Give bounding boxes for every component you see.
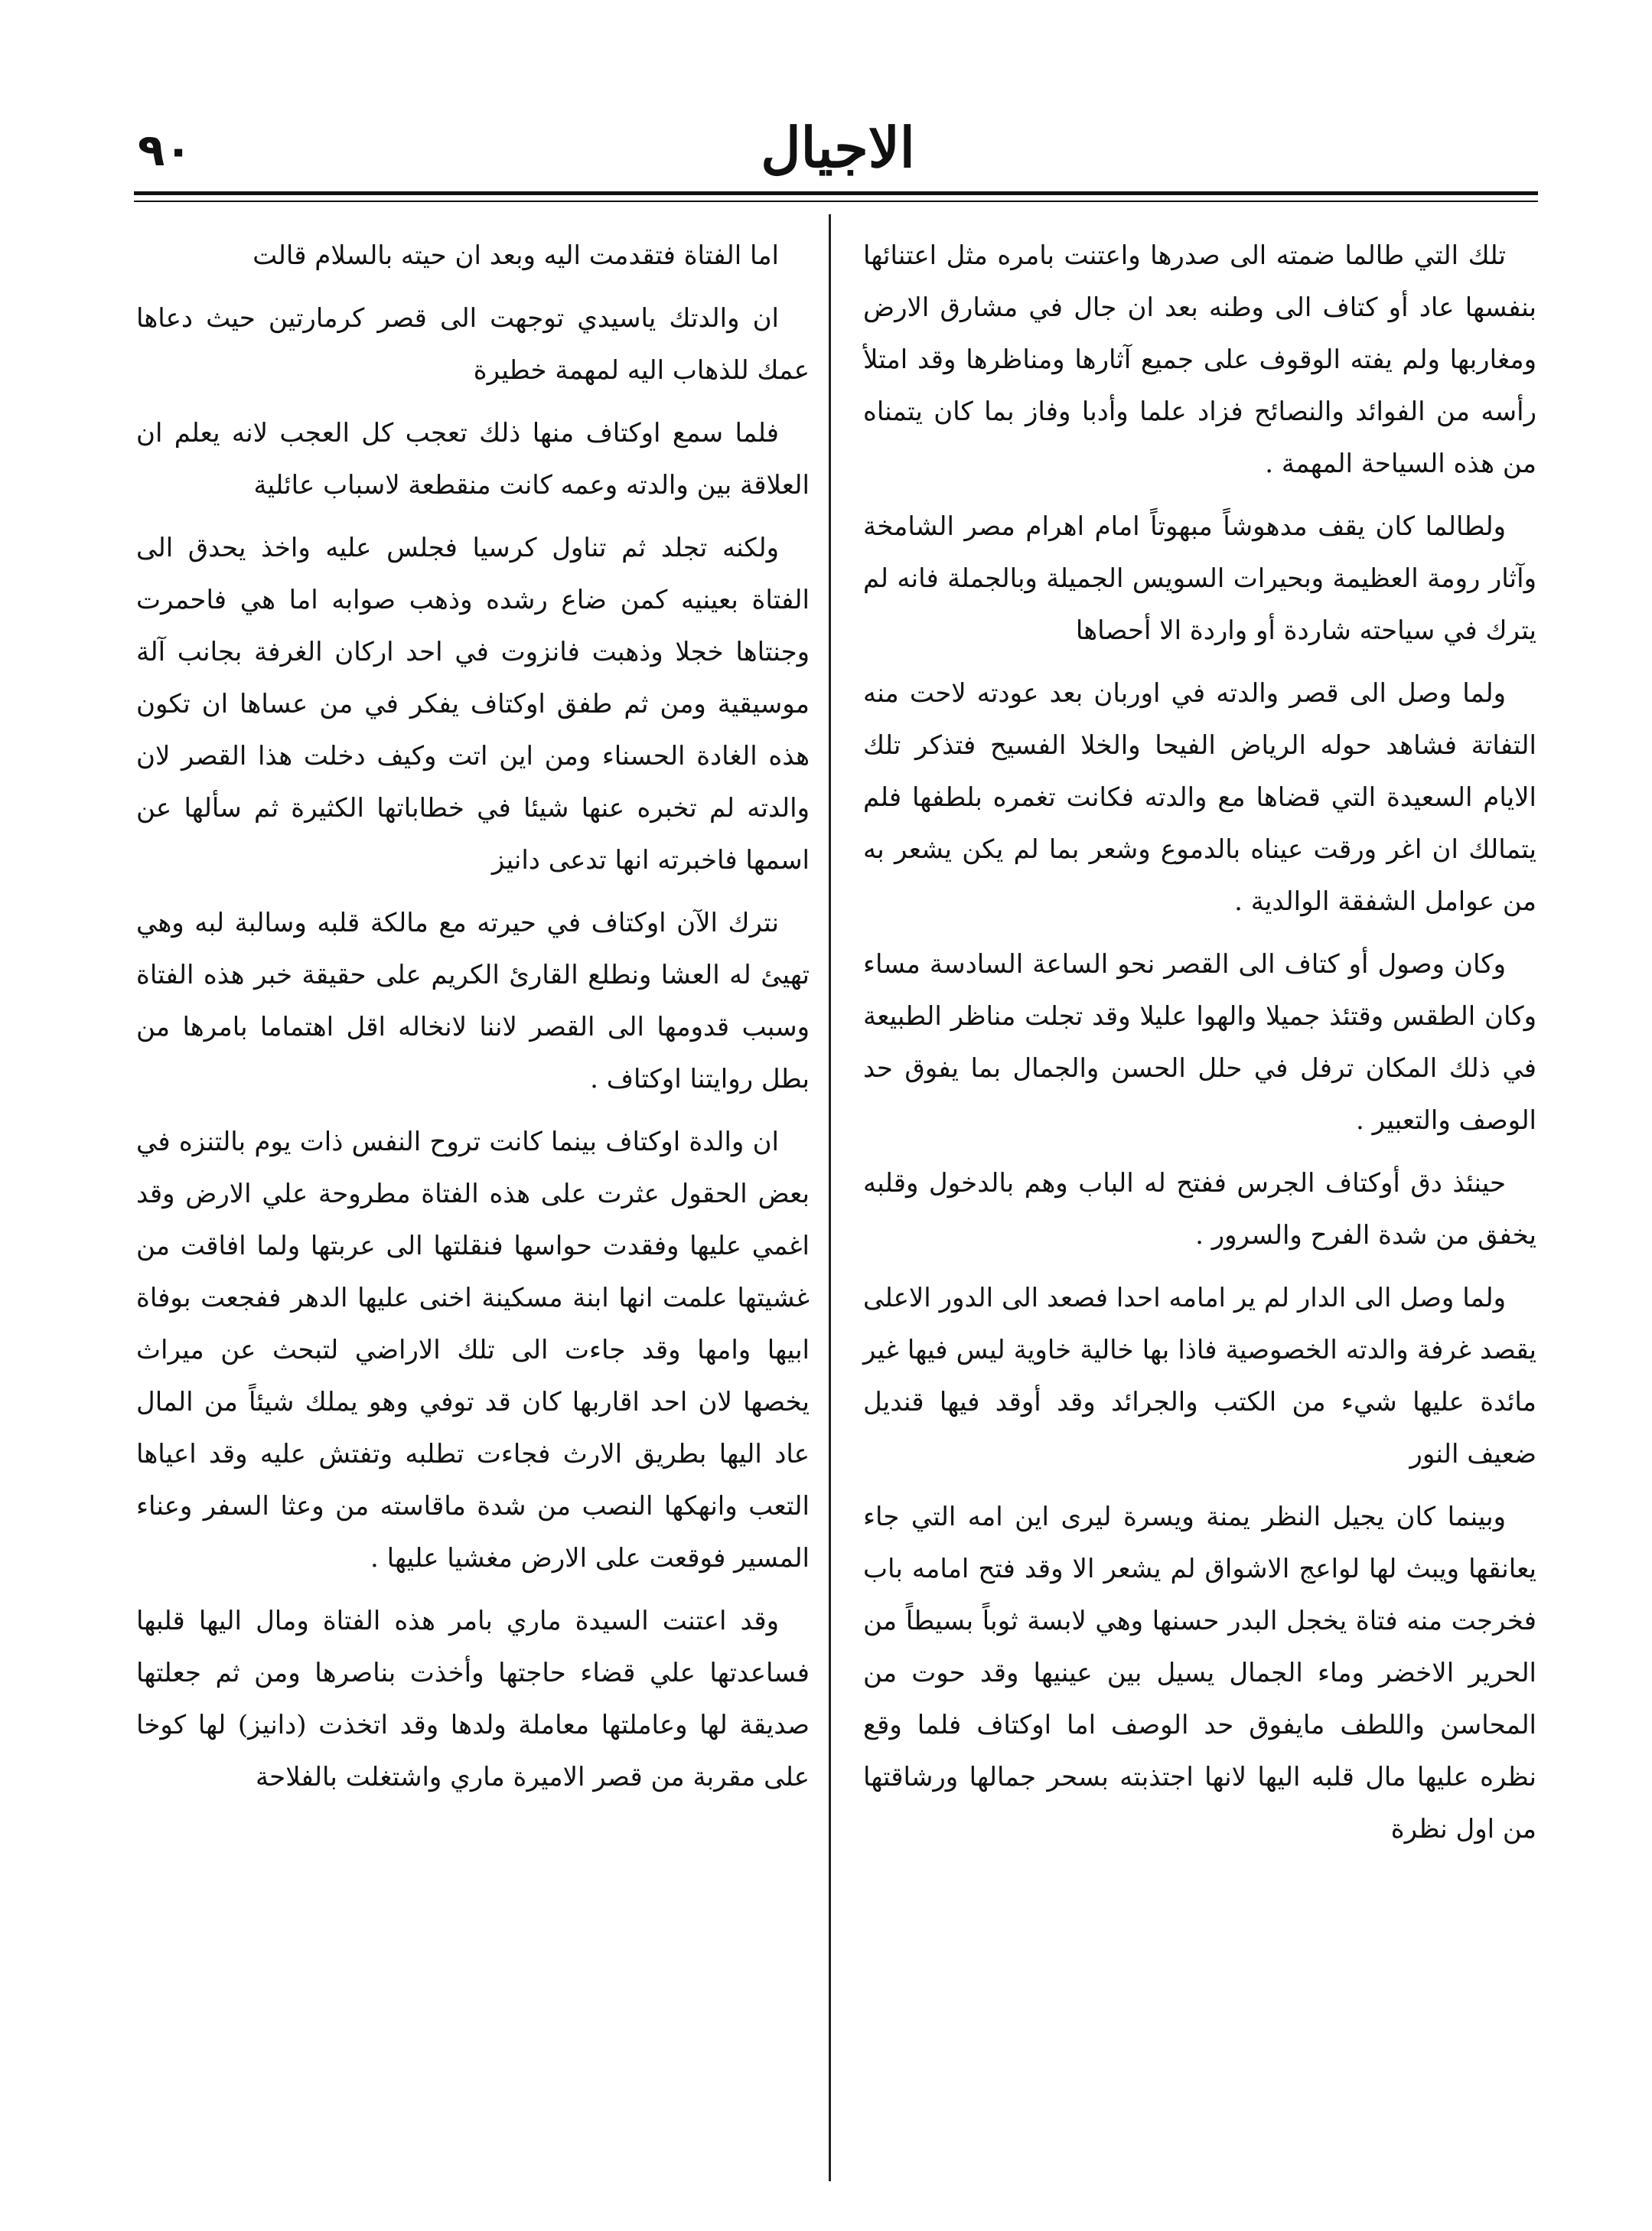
header-rule: [134, 191, 1538, 195]
left-column: [136, 230, 810, 1814]
column-divider: [829, 214, 831, 2181]
paragraph: ولما وصل الى الدار لم ير امامه احدا فصعد الى الدور الاعلى يقصد غرفة والدته الخصوصية فاذا بها خالية خاوية ليس فيها غير مائدة عليها شيء من الكتب والجرائد وقد أوقد فيها قنديل ضعيف النور: [863, 1283, 1536, 1469]
paragraph: ان والدة اوكتاف بينما كانت تروح النفس ذات يوم بالتنزه في بعض الحقول عثرت على هذه الفتاة مطروحة علي الارض وقد اغمي عليها وفقدت حواسها فنقلتها الى عربتها ولما افاقت من غشيتها علمت انها ابنة مسكينة اخنى عليها الدهر ففجعت بوفاة ابيها وامها وقد جاءت الى تلك الاراضي لتبحث عن ميراث يخصها لان احد اقاربها كان قد توفي وهو يملك شيئاً من المال عاد اليها بطريق الارث فجاءت تطلبه وتفتش عليه وقد اعياها التعب وانهكها النصب من شدة ماقاسته من وعثا السفر وعناء المسير فوقعت على الارض مغشيا عليها .: [136, 1127, 810, 1574]
header-rule-thin: [134, 201, 1538, 202]
page-header: [138, 115, 1538, 199]
paragraph: وكان وصول أو كتاف الى القصر نحو الساعة السادسة مساء وكان الطقس وقتئذ جميلا والهوا عليلا وقد تجلت مناظر الطبيعة في ذلك المكان ترفل في حلل الحسن والجمال بما يفوق حد الوصف والتعبير .: [863, 949, 1536, 1136]
right-column: [863, 230, 1536, 1866]
paragraph: ولكنه تجلد ثم تناول كرسيا فجلس عليه واخذ يحدق الى الفتاة بعينيه كمن ضاع رشده وذهب صوابه اما هي فاحمرت وجنتاها خجلا وذهبت فانزوت في احد اركان الغرفة بجانب آلة موسيقية ومن ثم طفق اوكتاف يفكر في من عساها ان تكون هذه الغادة الحسناء ومن اين اتت وكيف دخلت هذا القصر لان والدته لم تخبره عنها شيئا في خطاباتها الكثيرة ثم سألها عن اسمها فاخبرته انها تدعى دانيز: [136, 533, 810, 876]
paragraph: تلك التي طالما ضمته الى صدرها واعتنت بامره مثل اعتنائها بنفسها عاد أو كتاف الى وطنه بعد ان جال في مشارق الارض ومغاربها ولم يفته الوقوف على جميع آثارها ومناظرها وقد امتلأ رأسه من الفوائد والنصائح فزاد علما وأدبا وفاز بما كان يتمناه من هذه السياحة المهمة .: [863, 240, 1536, 479]
paragraph: فلما سمع اوكتاف منها ذلك تعجب كل العجب لانه يعلم ان العلاقة بين والدته وعمه كانت منقطعة لاسباب عائلية: [136, 418, 810, 501]
paragraph: ولما وصل الى قصر والدته في اوربان بعد عودته لاحت منه التفاتة فشاهد حوله الرياض الفيحا والخلا الفسيح فتذكر تلك الايام السعيدة التي قضاها مع والدته فكانت تغمره بلطفها فلم يتمالك ان اغر ورقت عيناه بالدموع وشعر بما لم يكن يشعر به من عوامل الشفقة الوالدية .: [863, 678, 1536, 917]
journal-title: الاجيال: [761, 115, 915, 180]
page-number: ٩٠: [138, 124, 192, 176]
paragraph: وقد اعتنت السيدة ماري بامر هذه الفتاة ومال اليها قلبها فساعدتها علي قضاء حاجتها وأخذت بناصرها ومن ثم جعلتها صديقة لها وعاملتها معاملة ولدها وقد اتخذت (دانيز) لها كوخا على مقربة من قصر الاميرة ماري واشتغلت بالفلاحة: [136, 1606, 810, 1792]
paragraph: نترك الآن اوكتاف في حيرته مع مالكة قلبه وسالبة لبه وهي تهيئ له العشا ونطلع القارئ الكريم على حقيقة خبر هذه الفتاة وسبب قدومها الى القصر لاننا لانخاله اقل اهتماما بامرها من بطل روايتنا اوكتاف .: [136, 908, 810, 1094]
paragraph: ولطالما كان يقف مدهوشاً مبهوتاً امام اهرام مصر الشامخة وآثار رومة العظيمة وبحيرات السويس الجميلة وبالجملة فانه لم يترك في سياحته شاردة أو واردة الا أحصاها: [863, 511, 1536, 646]
paragraph: حينئذ دق أوكتاف الجرس ففتح له الباب وهم بالدخول وقلبه يخفق من شدة الفرح والسرور .: [863, 1168, 1536, 1251]
paragraph: اما الفتاة فتقدمت اليه وبعد ان حيته بالسلام قالت: [253, 240, 779, 271]
paragraph: ان والدتك ياسيدي توجهت الى قصر كرمارتين حيث دعاها عمك للذهاب اليه لمهمة خطيرة: [136, 303, 810, 386]
paragraph: وبينما كان يجيل النظر يمنة ويسرة ليرى اين امه التي جاء يعانقها ويبث لها لواعج الاشواق لم يشعر الا وقد فتح امامه باب فخرجت منه فتاة يخجل البدر حسنها وهي لابسة ثوباً بسيطاً من الحرير الاخضر وماء الجمال يسيل بين عينيها وقد حوت من المحاسن واللطف مايفوق حد الوصف اما اوكتاف فلما وقع نظره عليها مال قلبه اليها لانها اجتذبته بسحر جمالها ورشاقتها من اول نظرة: [863, 1502, 1536, 1844]
